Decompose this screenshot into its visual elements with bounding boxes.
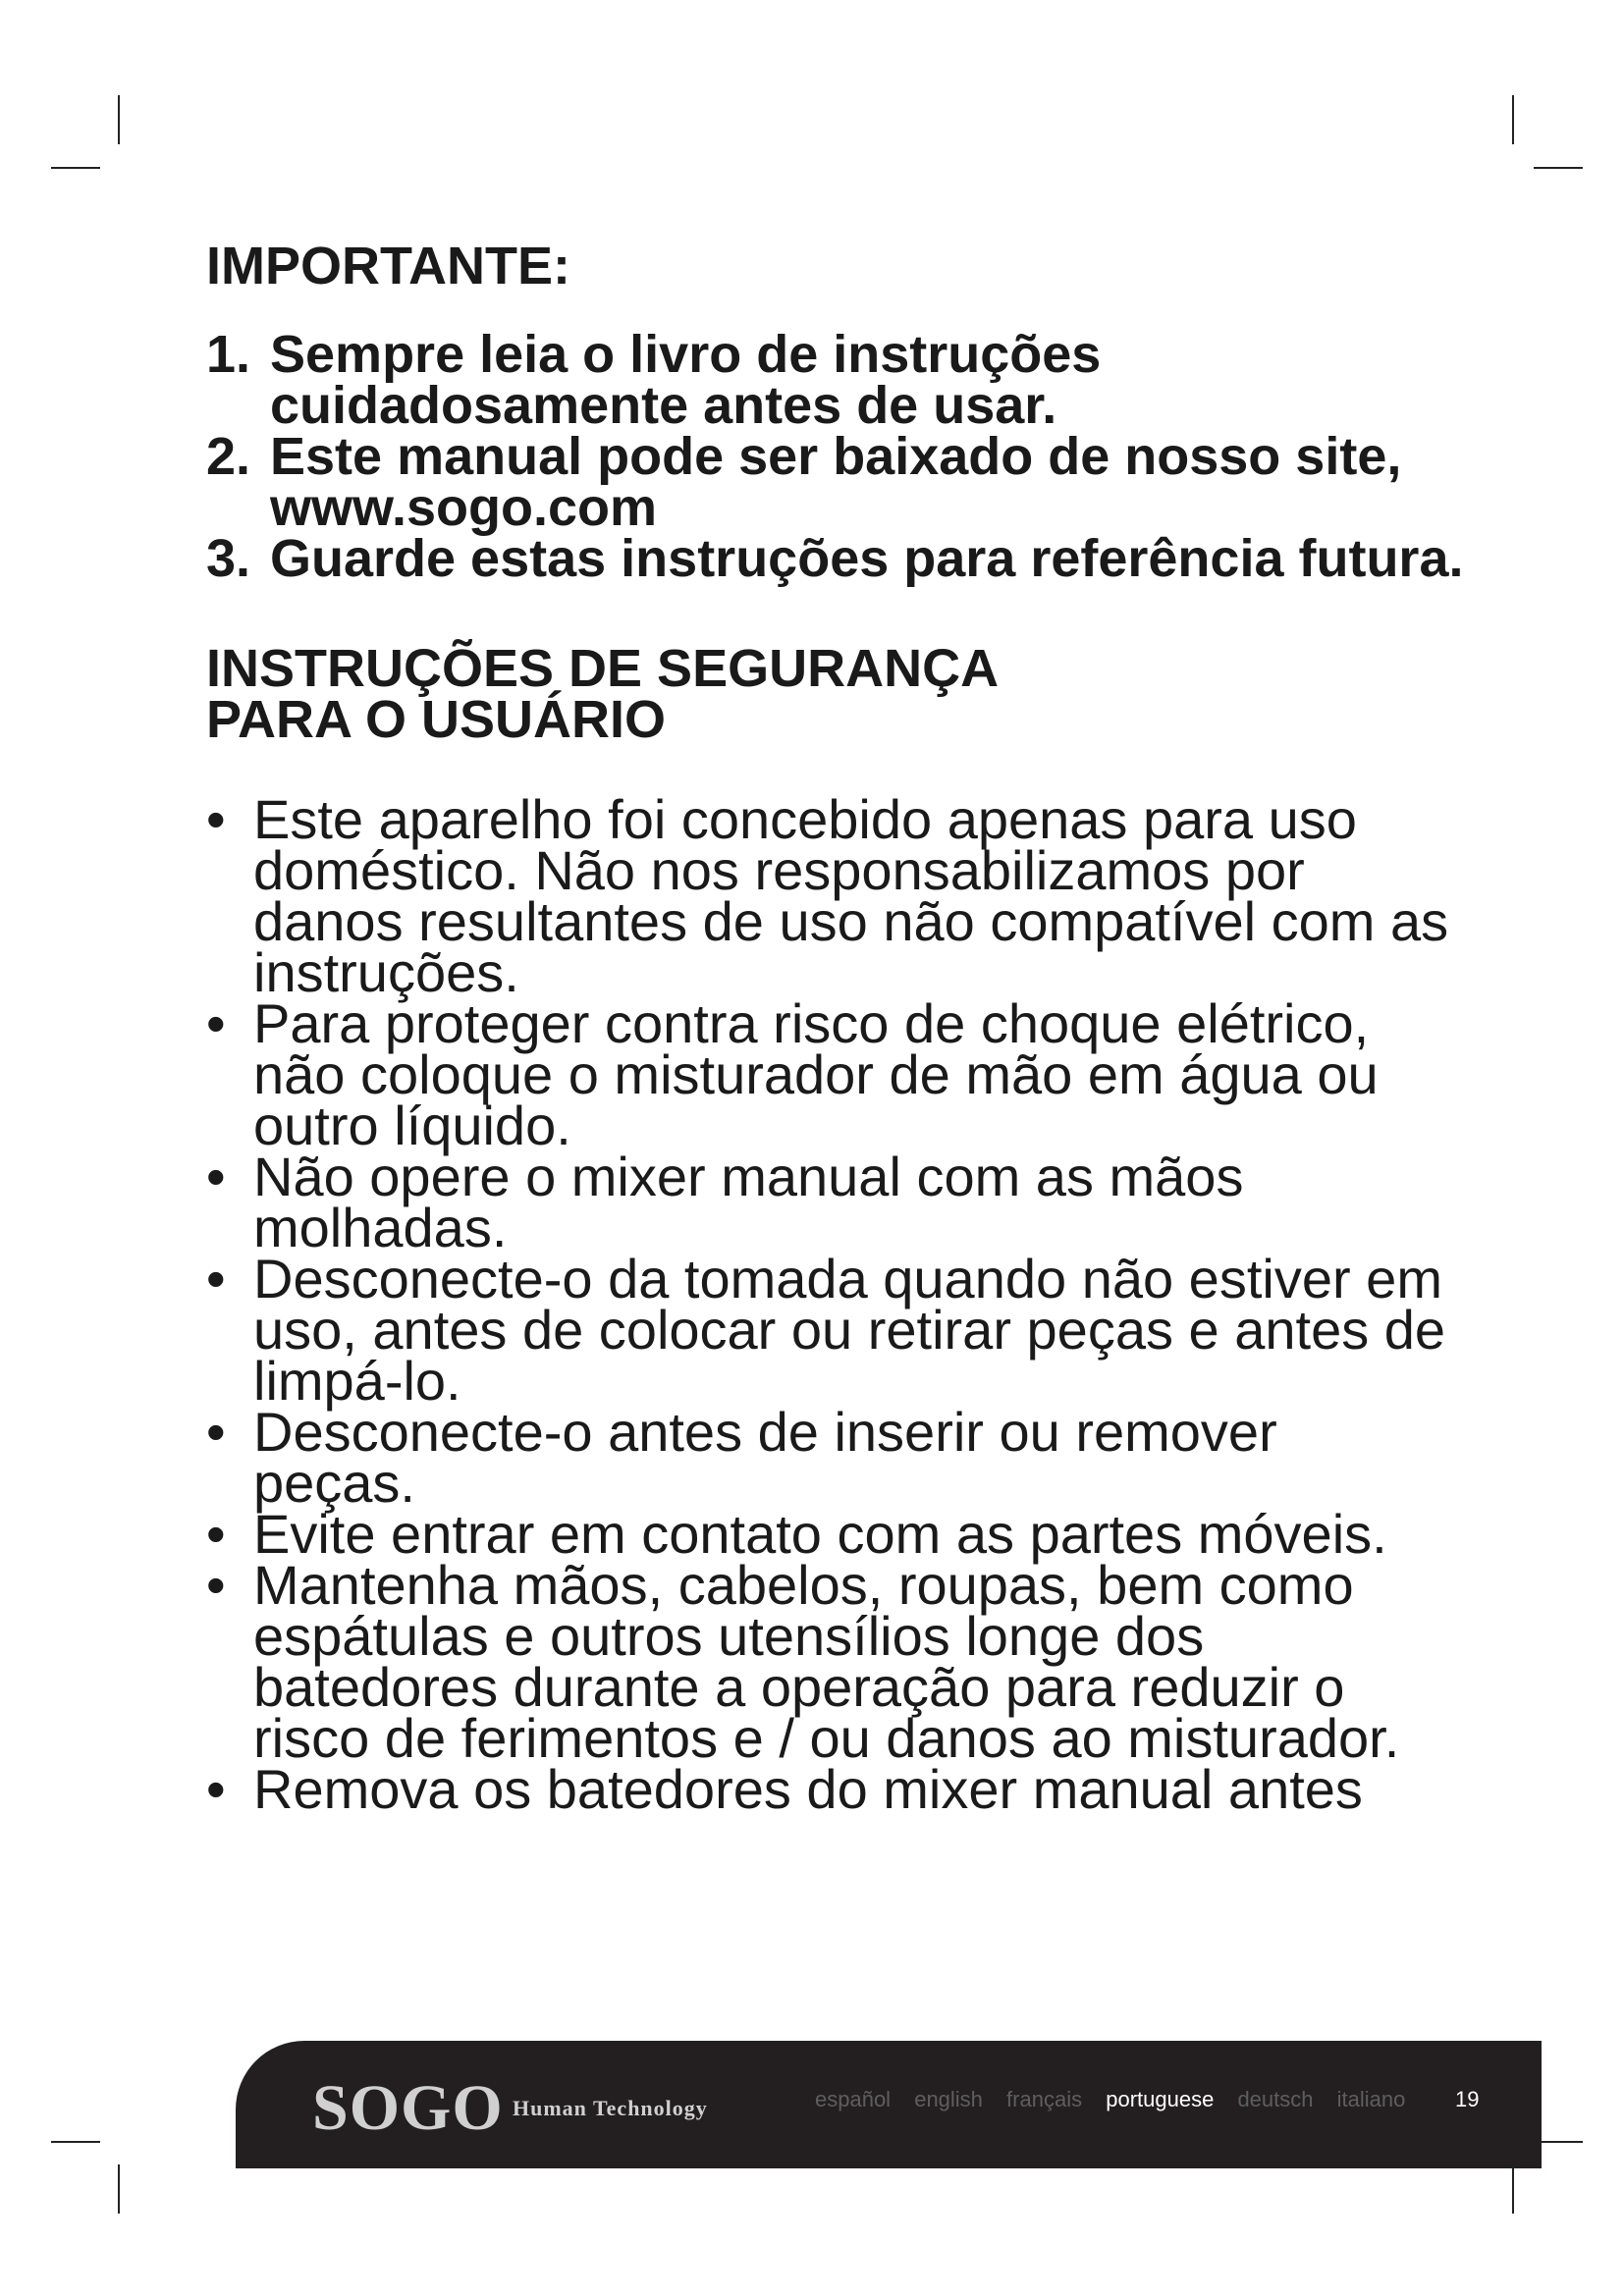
page-number: 19 — [1455, 2087, 1480, 2111]
important-item — [206, 529, 1483, 588]
bullet: • — [206, 1401, 226, 1463]
bullet: • — [206, 992, 226, 1054]
crop-mark-top-right-horizontal — [1534, 167, 1583, 169]
bullet: • — [206, 1503, 226, 1565]
bullet: • — [206, 788, 226, 850]
important-item — [206, 325, 1483, 435]
language-english: english — [914, 2087, 983, 2111]
bullet: • — [206, 1554, 226, 1616]
safety-item-text: Este aparelho foi concebido apenas para uso doméstico. Não nos responsabilizamos por danos resultantes de uso não compatível com as instruções. — [253, 788, 1449, 1003]
safety-item — [206, 1758, 1453, 1820]
safety-item — [206, 1554, 1453, 1769]
item-number: 2. — [206, 427, 251, 486]
important-item — [206, 427, 1483, 537]
crop-mark-bottom-left-horizontal — [51, 2141, 100, 2143]
item-text: Sempre leia o livro de instruções cuidadosamente antes de usar. — [270, 325, 1102, 435]
language-espanol: español — [815, 2087, 892, 2111]
important-heading: IMPORTANTE: — [206, 237, 570, 295]
safety-item-text: Remova os batedores do mixer manual antes — [253, 1758, 1363, 1820]
sogo-logo: SOGO — [312, 2072, 504, 2144]
item-number: 1. — [206, 325, 251, 384]
important-list — [206, 325, 1483, 588]
language-index — [815, 2087, 1423, 2112]
language-portuguese-active: portuguese — [1106, 2087, 1215, 2111]
item-text: Este manual pode ser baixado de nosso site, www.sogo.com — [270, 427, 1402, 537]
logo-tagline: Human Technology — [513, 2096, 708, 2120]
safety-item-text: Para proteger contra risco de choque elétrico, não coloque o misturador de mão em água ou outro líquido. — [253, 992, 1379, 1156]
safety-heading: INSTRUÇÕES DE SEGURANÇA PARA O USUÁRIO — [206, 639, 998, 749]
crop-mark-bottom-left-vertical — [118, 2164, 120, 2214]
safety-item — [206, 1146, 1453, 1258]
bullet: • — [206, 1146, 226, 1207]
crop-mark-top-left-vertical — [118, 95, 120, 144]
bullet: • — [206, 1248, 226, 1309]
crop-mark-top-right-vertical — [1512, 95, 1514, 144]
item-number: 3. — [206, 529, 251, 588]
safety-item-text: Desconecte-o antes de inserir ou remover peças. — [253, 1401, 1277, 1514]
language-francais: français — [1006, 2087, 1083, 2111]
safety-item — [206, 788, 1453, 1003]
safety-item-text: Não opere o mixer manual com as mãos molhadas. — [253, 1146, 1244, 1258]
safety-item — [206, 992, 1453, 1156]
safety-item-text: Mantenha mãos, cabelos, roupas, bem como espátulas e outros utensílios longe dos batedores durante a operação para reduzir o risco de ferimentos e / ou danos ao misturador. — [253, 1554, 1400, 1769]
safety-item — [206, 1401, 1453, 1514]
page-content — [206, 237, 1483, 1820]
safety-item-text: Desconecte-o da tomada quando não estiver em uso, antes de colocar ou retirar peças e antes de limpá-lo. — [253, 1248, 1446, 1412]
item-text: Guarde estas instruções para referência futura. — [270, 529, 1464, 588]
crop-mark-bottom-right-vertical — [1512, 2164, 1514, 2214]
language-italiano: italiano — [1336, 2087, 1406, 2111]
safety-item — [206, 1248, 1453, 1412]
safety-item — [206, 1503, 1453, 1565]
safety-item-text: Evite entrar em contato com as partes móveis. — [253, 1503, 1387, 1565]
crop-mark-top-left-horizontal — [51, 167, 100, 169]
bullet: • — [206, 1758, 226, 1820]
language-deutsch: deutsch — [1237, 2087, 1314, 2111]
safety-list — [206, 788, 1453, 1820]
